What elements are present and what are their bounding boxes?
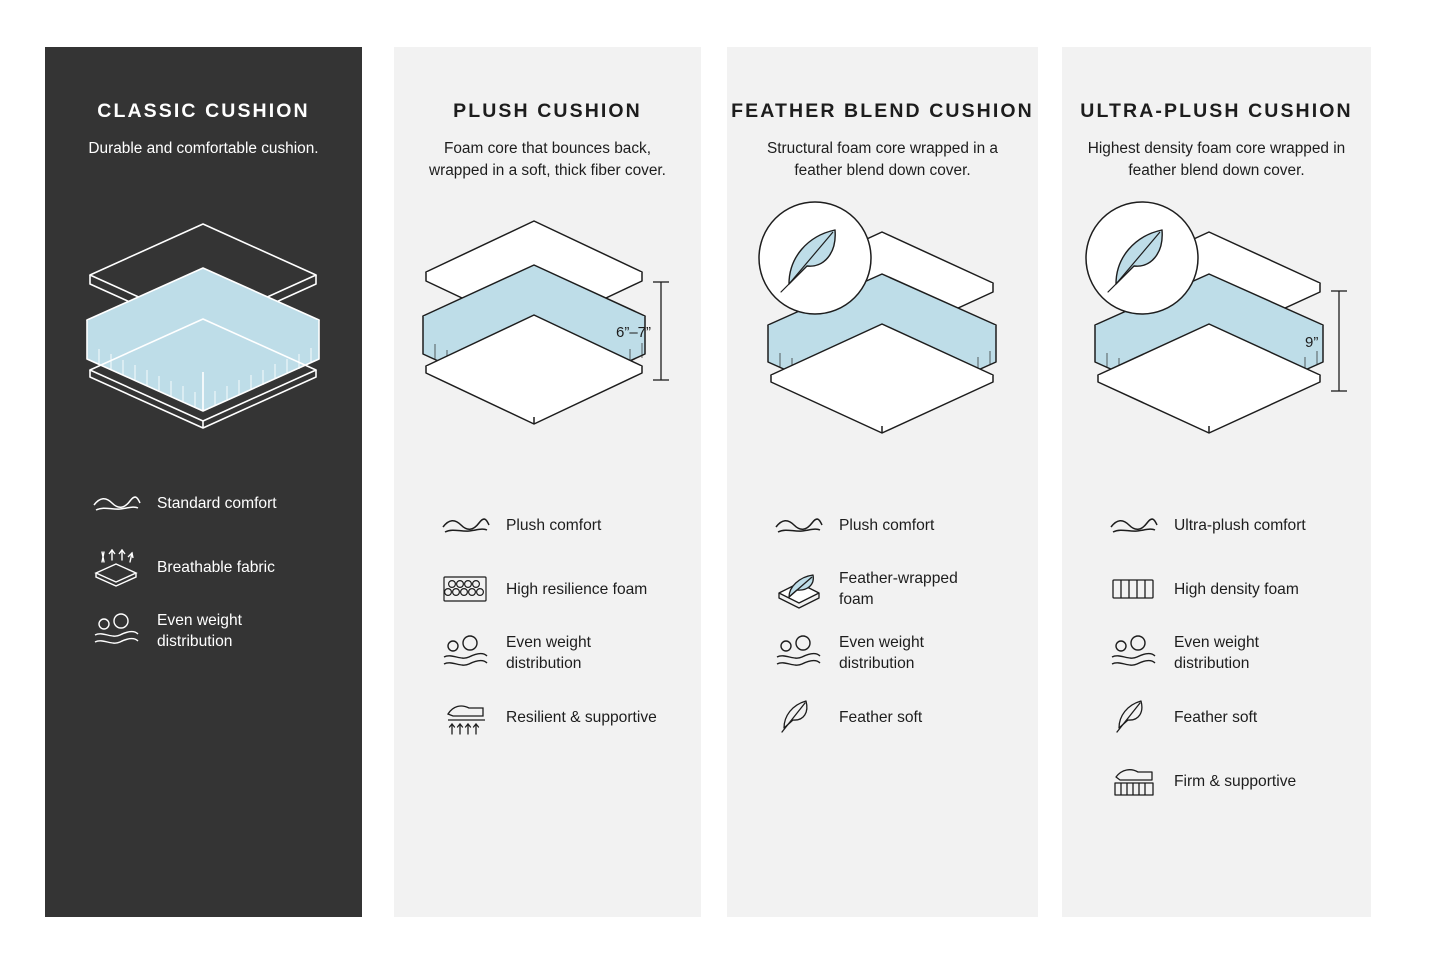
feature-item: [436, 632, 701, 674]
card-classic-cushion: [45, 47, 362, 917]
cushion-layers-diagram: [45, 174, 362, 474]
firm-support-icon: [1104, 760, 1162, 802]
feather-icon: [769, 696, 827, 738]
feature-item: [769, 568, 1038, 610]
feature-label: High density foam: [1174, 580, 1299, 598]
wave-icon: [87, 482, 145, 524]
feature-item: [769, 696, 1038, 738]
honeycomb-foam-icon: [436, 568, 494, 610]
cushion-layers-diagram: [394, 196, 701, 496]
card-ultra-plush-cushion: [1062, 47, 1371, 917]
weight-distribution-icon: [1104, 632, 1162, 674]
feature-label: Even weight distribution: [839, 634, 924, 673]
dimension-label: 6”–7”: [616, 324, 652, 342]
card-feather-blend-cushion: [727, 47, 1038, 917]
feature-list: [1062, 504, 1371, 824]
feature-label: Plush comfort: [839, 516, 935, 534]
feather-badge: [759, 202, 871, 314]
breathable-fabric-icon: [87, 546, 145, 588]
feature-item: [1104, 760, 1371, 802]
feature-label: Even weight distribution: [506, 634, 591, 673]
feature-item: [87, 610, 362, 652]
feature-item: [87, 546, 362, 588]
feature-item: [1104, 632, 1371, 674]
feature-label: Resilient & supportive: [506, 708, 657, 726]
wave-icon: [1104, 504, 1162, 546]
resilient-support-icon: [436, 696, 494, 738]
weight-distribution-icon: [436, 632, 494, 674]
weight-distribution-icon: [769, 632, 827, 674]
feature-item: [87, 482, 362, 524]
weight-distribution-icon: [87, 610, 145, 652]
feather-badge: [1086, 202, 1198, 314]
feature-label: Even weight distribution: [157, 612, 242, 651]
feature-item: [769, 632, 1038, 674]
card-title: ULTRA-PLUSH CUSHION: [1080, 100, 1353, 122]
card-title: FEATHER BLEND CUSHION: [731, 100, 1034, 122]
high-density-foam-icon: [1104, 568, 1162, 610]
feature-list: [727, 504, 1038, 760]
card-title: CLASSIC CUSHION: [97, 100, 310, 122]
feature-label: Breathable fabric: [157, 558, 275, 576]
card-description: Foam core that bounces back, wrapped in a soft, thick fiber cover.: [429, 140, 666, 180]
dimension-label: 9”: [1305, 334, 1319, 352]
feature-label: Feather soft: [839, 708, 923, 726]
feature-list: [394, 504, 701, 760]
feature-item: [1104, 504, 1371, 546]
feature-item: [1104, 696, 1371, 738]
card-description: Structural foam core wrapped in a feather blend down cover.: [767, 140, 998, 180]
feather-icon: [1104, 696, 1162, 738]
card-description: Durable and comfortable cushion.: [88, 140, 319, 158]
feature-label: Firm & supportive: [1174, 772, 1297, 790]
feature-label: Plush comfort: [506, 516, 602, 534]
card-title: PLUSH CUSHION: [453, 100, 642, 122]
feature-item: [436, 696, 701, 738]
feature-label: High resilience foam: [506, 580, 648, 598]
feature-item: [769, 504, 1038, 546]
card-description: Highest density foam core wrapped in feather blend down cover.: [1087, 140, 1346, 180]
feature-label: Even weight distribution: [1174, 634, 1259, 673]
wave-icon: [769, 504, 827, 546]
feature-label: Feather-wrapped foam: [839, 570, 958, 609]
feature-item: [436, 504, 701, 546]
cushion-layers-diagram: [1062, 196, 1371, 496]
feature-item: [1104, 568, 1371, 610]
feature-list: [45, 482, 362, 674]
feature-label: Feather soft: [1174, 708, 1258, 726]
feature-label: Standard comfort: [157, 494, 277, 512]
wave-icon: [436, 504, 494, 546]
card-plush-cushion: [394, 47, 701, 917]
cushion-layers-diagram: [727, 196, 1038, 496]
feather-wrapped-foam-icon: [769, 568, 827, 610]
feature-label: Ultra-plush comfort: [1174, 516, 1306, 534]
feature-item: [436, 568, 701, 610]
